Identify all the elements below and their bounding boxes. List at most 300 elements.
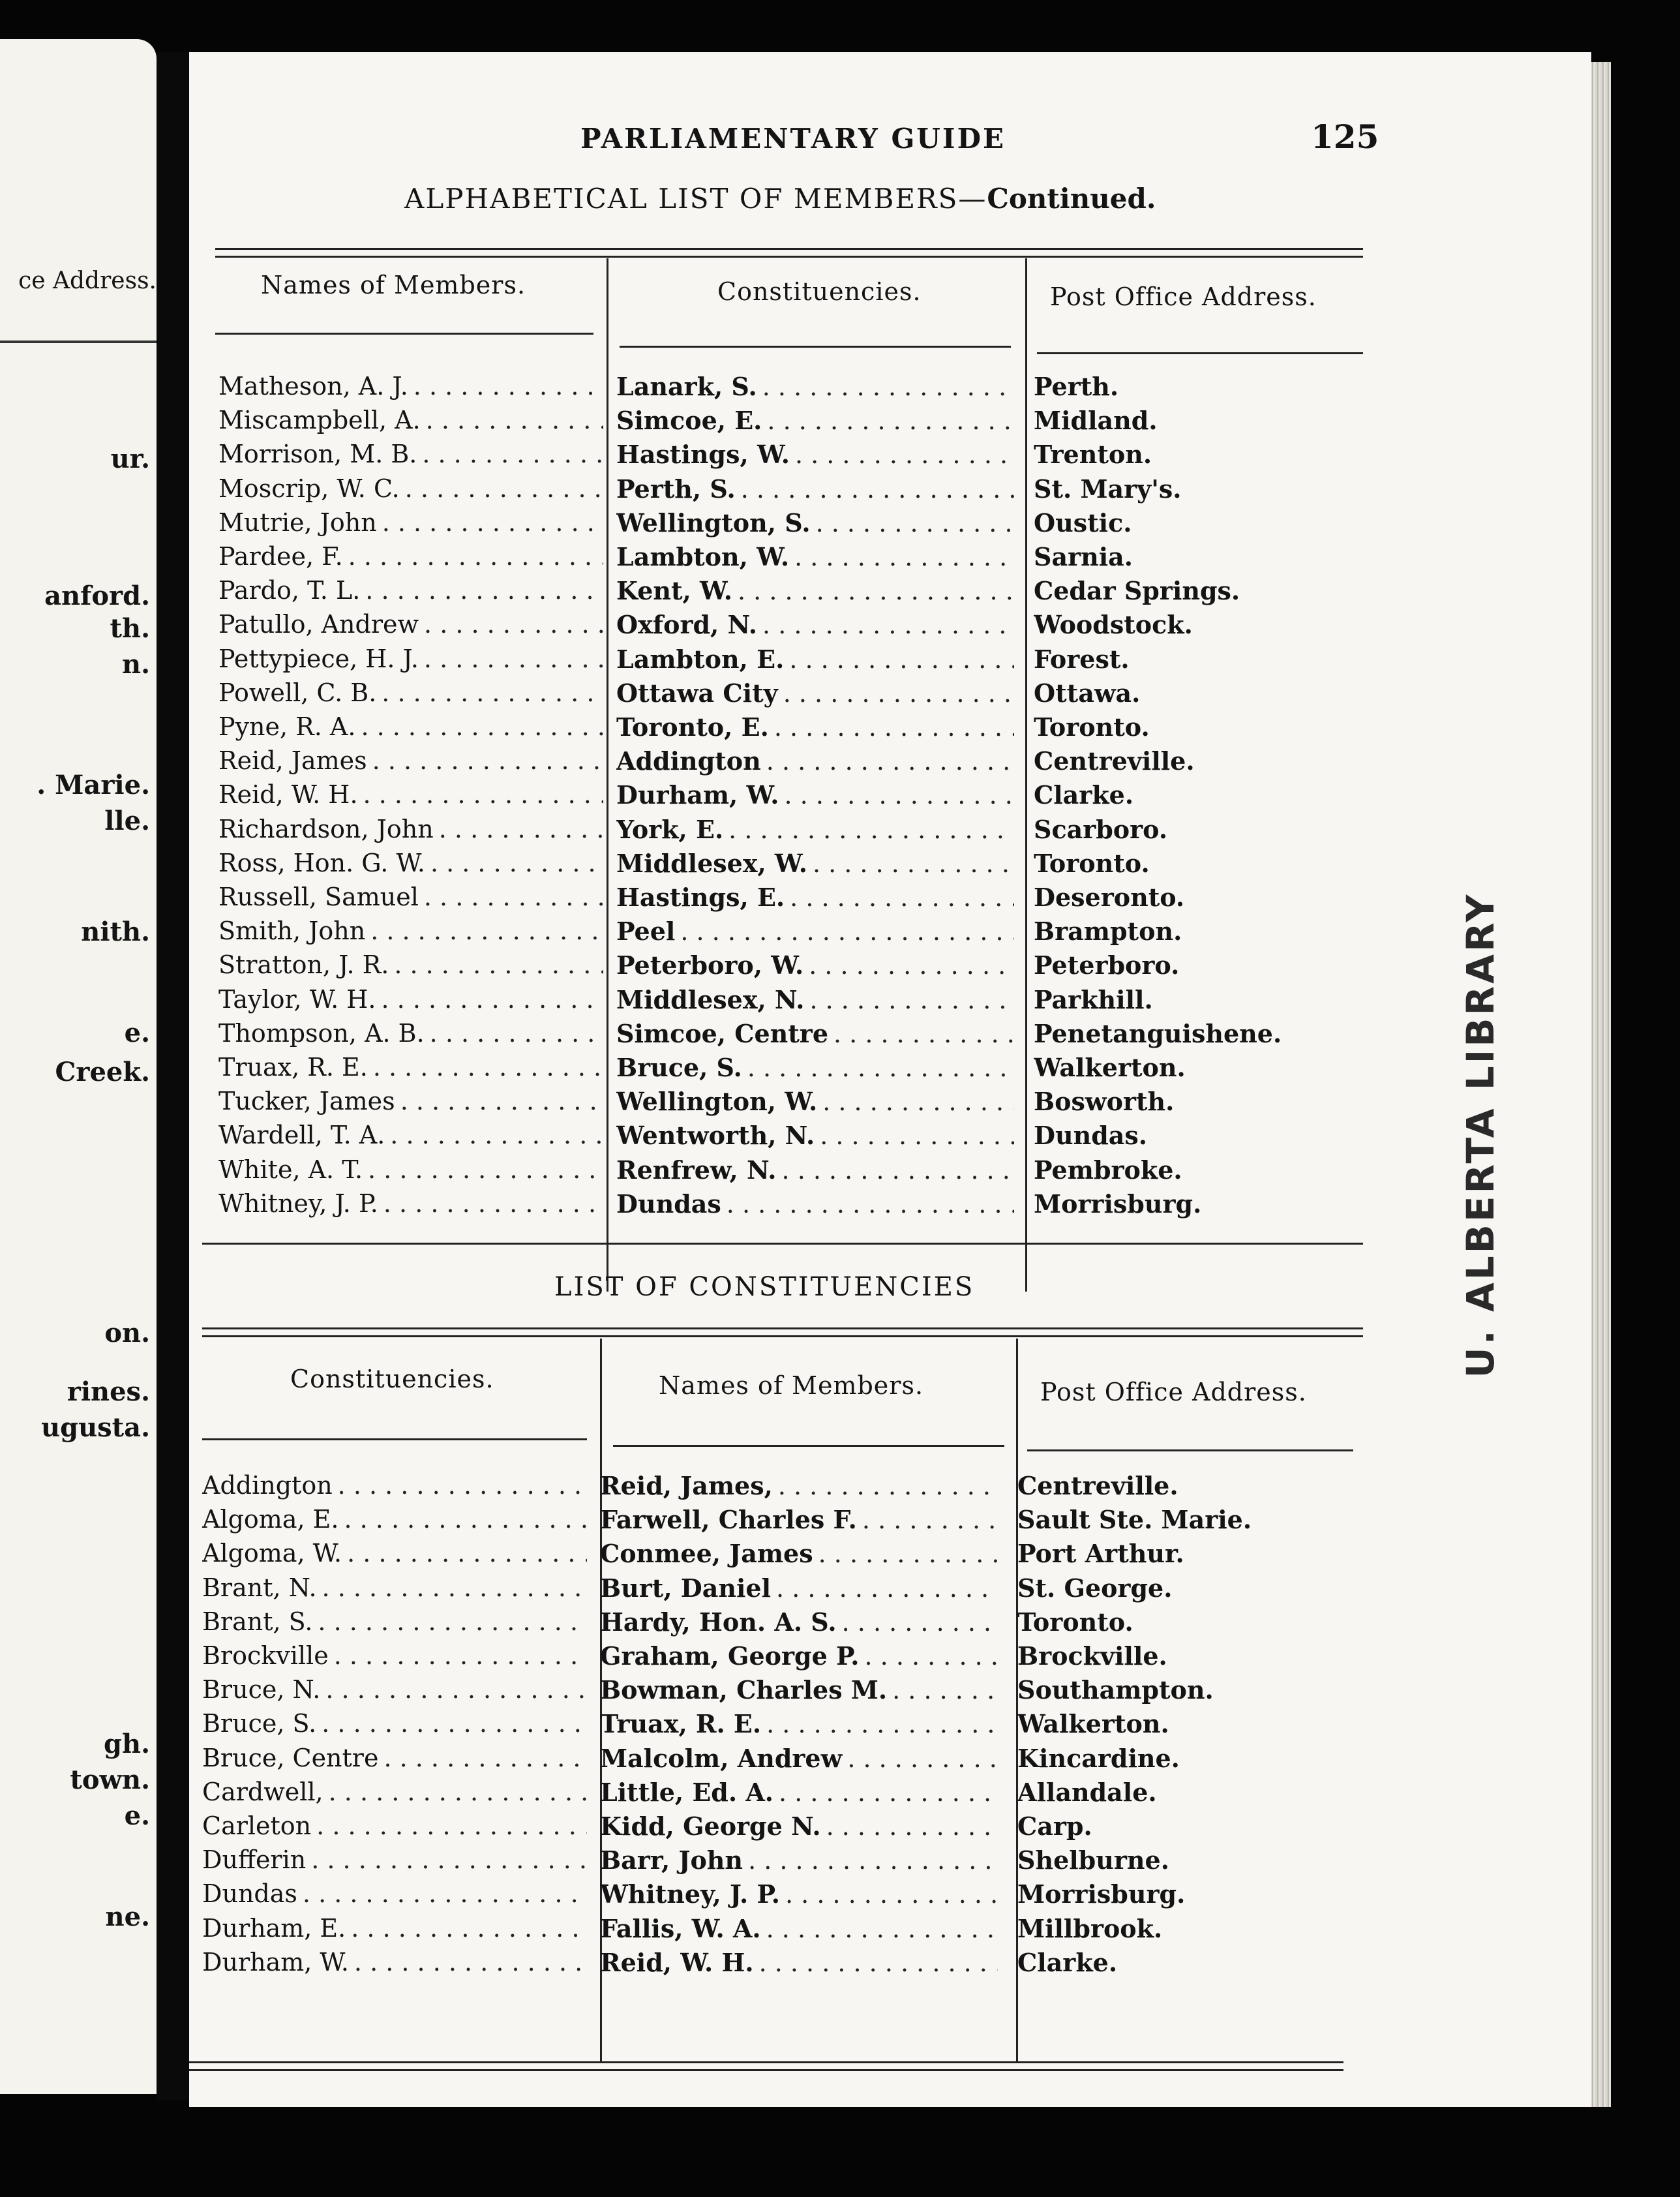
book-page [189,52,1591,2107]
running-head: PARLIAMENTARY GUIDE [580,123,1006,155]
dot-leader [795,440,1014,469]
table-row [202,1641,1415,1675]
cell-text: Midland. [1034,406,1158,436]
dot-leader [766,1710,998,1738]
table-cell [616,712,1014,746]
cell-text: Wentworth, N. [616,1121,815,1151]
members-title-suffix: Continued. [987,183,1156,215]
table-cell [218,849,603,883]
table-cell [616,474,1014,508]
dot-leader [826,1812,998,1841]
cell-text: Barr, John [600,1845,743,1875]
cell-text: Brockville. [1017,1641,1167,1671]
cell-text: Peterboro. [1034,950,1180,980]
dot-leader [405,474,603,503]
left-page-fragment: ne. [105,1902,150,1932]
cell-text: Bruce, N. [202,1675,321,1705]
cell-text: Centreville. [1017,1471,1178,1500]
dot-leader [439,815,603,843]
cell-text: Simcoe, E. [616,406,762,436]
cell-text: Lanark, S. [616,372,757,401]
cell-text: Reid, James [218,746,367,776]
dot-leader [816,509,1014,538]
table-cell [616,815,1014,849]
left-page-fragment: ugusta. [41,1412,150,1443]
cell-text: Morrisburg. [1017,1879,1186,1909]
cell-text: White, A. T. [218,1155,363,1184]
table-cell [616,372,1014,406]
cell-text: Renfrew, N. [616,1155,777,1185]
cell-text: Morrison, M. B. [218,440,417,469]
cell-text: Durham, E. [202,1913,346,1943]
dot-leader [782,1156,1014,1185]
cell-text: Oxford, N. [616,610,758,640]
table-row [218,883,1432,917]
table-cell [202,1744,587,1778]
cell-text: Wardell, T. A. [218,1121,385,1150]
table-cell [218,644,603,678]
table-cell [616,883,1014,917]
table-cell [616,950,1014,984]
dot-leader [430,849,603,877]
cell-text: Graham, George P. [600,1641,860,1671]
table-row [218,372,1432,406]
table-cell [1017,1675,1409,1709]
dot-leader [892,1676,998,1705]
cell-text: Matheson, A. J. [218,372,408,401]
cell-text: Little, Ed. A. [600,1777,774,1807]
cell-text: Pardee, F. [218,542,343,571]
cell-text: Miscampbell, A. [218,406,421,435]
table-cell [1034,406,1425,440]
dot-leader [316,1811,587,1840]
table-row [202,1471,1415,1505]
table-cell [1034,1087,1425,1121]
dot-leader [383,1744,587,1772]
cell-text: York, E. [616,814,724,844]
table-cell [1034,372,1425,406]
table-cell [616,985,1014,1019]
dot-leader [413,372,603,401]
members-title-text: ALPHABETICAL LIST OF MEMBERS— [404,183,987,215]
cell-text: Brockville [202,1641,329,1670]
cell-text: Conmee, James [600,1539,813,1569]
table-cell [616,610,1014,644]
table-cell [600,1573,998,1607]
left-page-header: ce Address. [18,267,157,294]
cell-text: Deseronto. [1034,883,1185,912]
cell-text: Dundas [616,1189,721,1219]
library-stamp [1448,887,1513,1383]
page-number: 125 [1311,117,1379,156]
table-cell [202,1811,587,1845]
header-rule [613,1445,1004,1447]
table-cell [600,1914,998,1948]
top-rule-double [202,1335,1363,1337]
table-cell [616,576,1014,610]
dot-leader [778,1472,998,1500]
table-cell [600,1948,998,1982]
dot-leader [767,406,1014,435]
table-cell [600,1641,998,1675]
cell-text: Forest. [1034,644,1130,674]
header-rule [215,333,593,335]
cell-text: Clarke. [1034,780,1134,810]
dot-leader [311,1845,587,1874]
dot-leader [833,1020,1014,1048]
cell-text: Ottawa City [616,678,778,708]
cell-text: Lambton, E. [616,644,785,674]
table-cell [202,1948,587,1982]
cell-text: Hastings, E. [616,883,785,912]
table-row [202,1845,1415,1879]
cell-text: Taylor, W. H. [218,984,376,1014]
dot-leader [365,576,603,605]
constituencies-header-names: Names of Members. [659,1371,924,1400]
cell-text: Peel [616,917,676,947]
table-cell [218,815,603,849]
table-row [218,815,1432,849]
table-cell [202,1505,587,1539]
cell-text: Carleton [202,1811,312,1840]
table-row [218,849,1432,883]
cell-text: Toronto, E. [616,712,769,742]
dot-leader [766,1915,998,1943]
table-cell [1034,849,1425,883]
cell-text: Farwell, Charles F. [600,1505,857,1535]
dot-leader [426,406,603,434]
header-rule [202,1438,587,1440]
table-cell [1034,950,1425,984]
left-page-fragment: on. [104,1318,150,1348]
cell-text: Durham, W. [202,1947,349,1977]
table-cell [1017,1811,1409,1845]
dot-leader [370,917,603,945]
cell-text: Pardo, T. L. [218,576,361,605]
top-rule [202,1327,1363,1329]
cell-text: Toronto. [1034,848,1150,878]
cell-text: St. George. [1017,1573,1173,1603]
table-row [218,746,1432,780]
cell-text: Hardy, Hon. A. S. [600,1607,837,1637]
dot-leader [774,713,1014,742]
table-cell [600,1879,998,1913]
cell-text: Trenton. [1034,440,1152,470]
table-cell [616,644,1014,678]
bottom-rule-double [189,2069,1343,2071]
cell-text: St. Mary's. [1034,474,1182,504]
cell-text: Dufferin [202,1845,307,1875]
table-cell [202,1879,587,1913]
cell-text: Addington [616,746,761,776]
table-row [218,1053,1432,1087]
table-row [218,406,1432,440]
dot-leader [347,1539,587,1568]
cell-text: Penetanguishene. [1034,1018,1282,1048]
top-rule-double [215,256,1363,258]
members-header-names: Names of Members. [261,271,526,299]
table-row [218,712,1432,746]
cell-text: Burt, Daniel [600,1573,772,1603]
left-page-fragment: e. [124,1018,150,1048]
table-row [218,508,1432,542]
dot-leader [809,951,1014,980]
cell-text: Wellington, S. [616,508,811,538]
table-cell [218,1019,603,1053]
cell-text: Whitney, J. P. [600,1879,781,1909]
table-row [218,644,1432,678]
dot-leader [738,577,1014,605]
dot-leader [338,1471,587,1500]
cell-text: Bruce, Centre [202,1743,379,1772]
cell-text: Brampton. [1034,917,1182,947]
cell-text: Clarke. [1017,1947,1118,1977]
table-cell [616,1155,1014,1189]
dot-leader [762,372,1014,401]
table-cell [616,440,1014,474]
table-cell [1034,1189,1425,1223]
table-row [218,1019,1432,1053]
members-section-title [404,183,1156,215]
left-page-fragment: nith. [81,917,150,947]
table-cell [1034,1053,1425,1087]
table-cell [1017,1573,1409,1607]
table-cell [218,508,603,542]
table-cell [1034,440,1425,474]
cell-text: Fallis, W. A. [600,1913,761,1943]
table-cell [202,1539,587,1573]
dot-leader [329,1778,587,1806]
cell-text: Brant, S. [202,1607,313,1636]
cell-text: Truax, R. E. [218,1053,368,1082]
dot-leader [334,1641,587,1670]
cell-text: Thompson, A. B. [218,1018,425,1048]
dot-leader [820,1121,1014,1150]
table-row [218,610,1432,644]
table-row [202,1914,1415,1948]
table-cell [1017,1709,1409,1743]
cell-text: Smith, John [218,917,366,946]
dot-leader [779,1778,998,1807]
table-cell [600,1778,998,1811]
table-row [202,1744,1415,1778]
table-cell [218,372,603,406]
table-cell [1034,678,1425,712]
cell-text: Bruce, S. [616,1053,742,1082]
dot-leader [818,1539,998,1568]
table-cell [1017,1744,1409,1778]
table-cell [218,746,603,780]
constituencies-section-title: LIST OF CONSTITUENCIES [554,1272,975,1302]
table-row [218,1189,1432,1223]
cell-text: Bruce, S. [202,1709,317,1738]
table-cell [1034,712,1425,746]
cell-text: Malcolm, Andrew [600,1743,843,1773]
dot-leader [785,1880,998,1909]
dot-leader [368,1155,603,1184]
table-cell [1017,1845,1409,1879]
table-cell [218,610,603,644]
cell-text: Millbrook. [1017,1913,1163,1943]
cell-text: Richardson, John [218,814,434,843]
table-cell [600,1471,998,1505]
table-cell [1034,610,1425,644]
table-cell [600,1811,998,1845]
table-cell [202,1607,587,1641]
dot-leader [741,475,1014,504]
dot-leader [322,1709,587,1738]
table-cell [218,917,603,950]
table-cell [218,883,603,917]
table-cell [600,1845,998,1879]
dot-leader [363,780,603,809]
dot-leader [430,1019,603,1048]
cell-text: Peterboro, W. [616,950,804,980]
table-row [202,1948,1415,1982]
cell-text: Reid, James, [600,1471,773,1500]
cell-text: Hastings, W. [616,440,790,470]
table-cell [218,1189,603,1223]
cell-text: Toronto. [1034,712,1150,742]
table-cell [616,1121,1014,1155]
table-cell [1034,644,1425,678]
left-page-fragment: ur. [110,444,150,474]
cell-text: Addington [202,1471,333,1500]
dot-leader [842,1608,998,1637]
cell-text: Centreville. [1034,746,1195,776]
table-row [202,1879,1415,1913]
cell-text: Pettypiece, H. J. [218,644,419,673]
table-cell [616,1189,1014,1223]
dot-leader [424,610,603,639]
cell-text: Bosworth. [1034,1087,1175,1117]
table-row [202,1607,1415,1641]
table-cell [600,1607,998,1641]
dot-leader [424,644,603,673]
cell-text: Wellington, W. [616,1087,818,1117]
left-facing-page [0,39,157,2094]
section-divider [202,1243,1363,1245]
table-cell [218,780,603,814]
cell-text: Walkerton. [1034,1053,1186,1082]
dot-leader [383,1189,603,1218]
table-cell [616,406,1014,440]
table-cell [202,1641,587,1675]
cell-text: Reid, W. H. [600,1947,754,1977]
dot-leader [728,815,1014,844]
cell-text: Simcoe, Centre [616,1018,829,1048]
top-rule [215,248,1363,250]
table-cell [1017,1607,1409,1641]
table-row [202,1778,1415,1811]
cell-text: Ross, Hon. G. W. [218,848,425,877]
cell-text: Dundas [202,1879,297,1909]
dot-leader [318,1607,587,1636]
table-row [218,950,1432,984]
table-cell [1034,1121,1425,1155]
table-row [218,542,1432,576]
table-cell [616,542,1014,576]
dot-leader [382,985,604,1014]
cell-text: Walkerton. [1017,1709,1169,1739]
dot-leader [762,611,1014,639]
left-page-fragment: Creek. [55,1057,150,1087]
table-row [218,917,1432,950]
table-cell [616,849,1014,883]
dot-leader [394,950,603,979]
cell-text: Allandale. [1017,1777,1157,1807]
table-cell [616,746,1014,780]
dot-leader [422,440,603,468]
cell-text: Mutrie, John [218,508,377,537]
dot-leader [373,1053,603,1082]
dot-leader [747,1053,1014,1082]
table-cell [1034,576,1425,610]
dot-leader [390,1121,603,1149]
cell-text: Shelburne. [1017,1845,1169,1875]
left-page-fragment: anford. [44,581,150,611]
cell-text: Cardwell, [202,1777,323,1806]
dot-leader [325,1675,587,1704]
cell-text: Middlesex, N. [616,984,805,1014]
table-cell [616,1087,1014,1121]
table-cell [616,508,1014,542]
dot-leader [790,883,1014,912]
left-page-fragment: e. [124,1800,150,1831]
table-cell [1034,815,1425,849]
table-cell [1034,883,1425,917]
table-row [218,440,1432,474]
dot-leader [382,508,603,537]
dot-leader [759,1948,998,1977]
cell-text: Parkhill. [1034,984,1153,1014]
cell-text: Kincardine. [1017,1743,1180,1773]
table-cell [1017,1539,1409,1573]
members-header-constituencies: Constituencies. [717,277,922,306]
header-rule [1037,352,1363,354]
cell-text: Powell, C. B. [218,678,377,707]
cell-text: Reid, W. H. [218,780,358,810]
table-cell [1034,508,1425,542]
table-cell [202,1845,587,1879]
table-cell [1017,1505,1409,1539]
table-row [202,1675,1415,1709]
cell-text: Southampton. [1017,1675,1214,1705]
cell-text: Ottawa. [1034,678,1141,708]
table-cell [1034,1019,1425,1053]
dot-leader [865,1642,998,1671]
table-cell [616,1019,1014,1053]
table-cell [1017,1778,1409,1811]
table-cell [616,917,1014,950]
dot-leader [351,1914,587,1943]
cell-text: Pembroke. [1034,1155,1182,1185]
table-cell [218,950,603,984]
left-page-fragment: rines. [67,1376,150,1407]
left-page-fragment: town. [70,1765,150,1795]
cell-text: Scarboro. [1034,814,1168,844]
table-cell [202,1675,587,1709]
table-cell [218,1121,603,1155]
table-cell [1034,746,1425,780]
table-cell [218,406,603,440]
table-cell [218,712,603,746]
table-cell [1034,780,1425,814]
table-row [218,1155,1432,1189]
dot-leader [344,1505,587,1534]
cell-text: Bowman, Charles M. [600,1675,888,1705]
table-cell [600,1709,998,1743]
